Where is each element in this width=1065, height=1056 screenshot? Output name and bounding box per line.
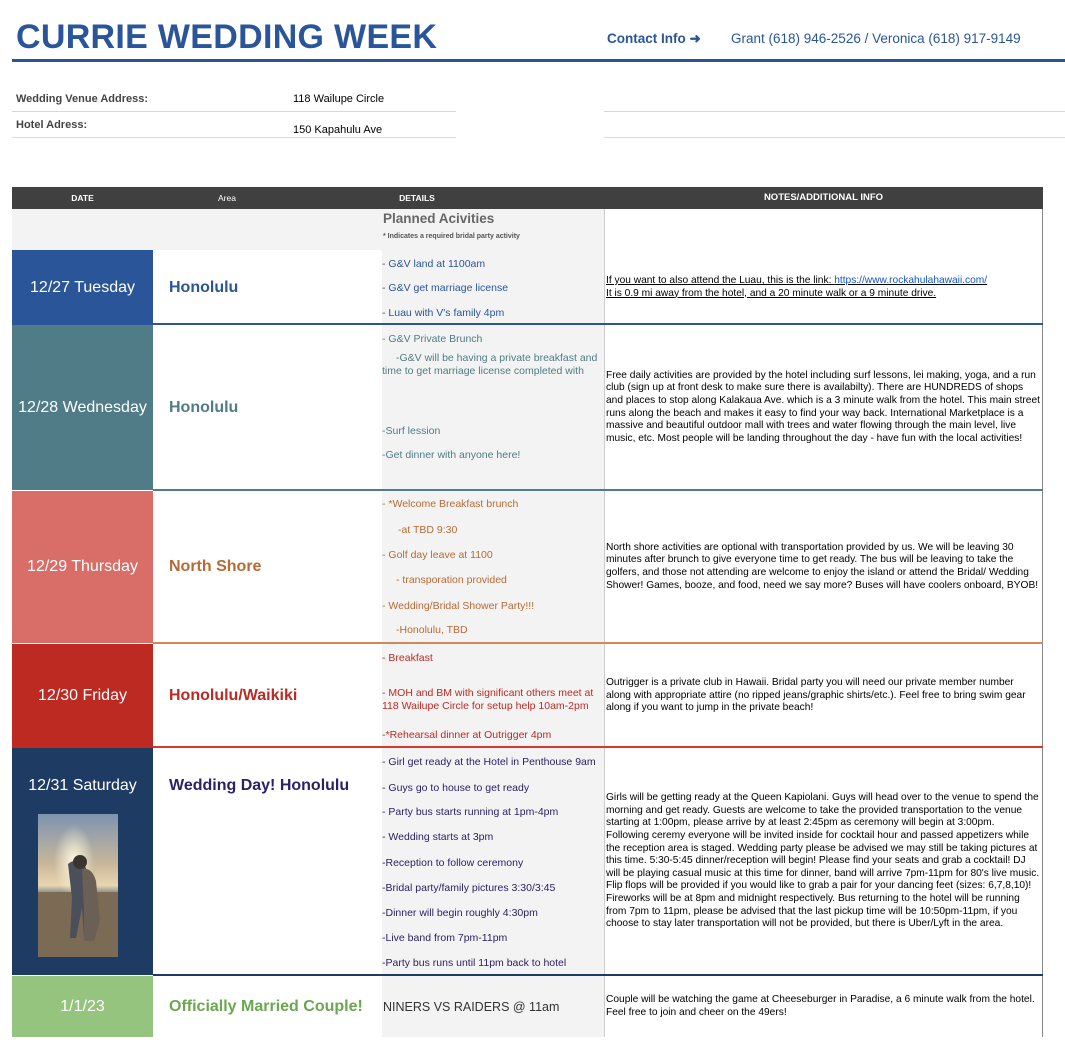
detail-item: -at TBD 9:30 <box>398 524 458 536</box>
detail-item: - Luau with V's family 4pm <box>382 307 505 319</box>
detail-item: -Dinner will begin roughly 4:30pm <box>382 907 538 919</box>
table-header <box>12 187 1043 209</box>
notes-cell: Couple will be watching the game at Cheeseburger in Paradise, a 6 minute walk from the hotel. Feel free to join and cheer on the 49ers! <box>606 993 1035 1018</box>
detail-item: - Girl get ready at the Hotel in Penthouse 9am <box>382 756 596 768</box>
area-cell: Officially Married Couple! <box>169 997 363 1015</box>
detail-item: - G&V Private Brunch <box>382 333 483 345</box>
detail-item: -Bridal party/family pictures 3:30/3:45 <box>382 882 556 894</box>
area-cell: Wedding Day! Honolulu <box>169 777 350 794</box>
hotel-address-label: Hotel Adress: <box>16 119 88 131</box>
detail-item: - *Welcome Breakfast brunch <box>382 498 519 510</box>
detail-item: - G&V land at 1100am <box>382 258 486 270</box>
area-cell: Honolulu <box>169 398 239 416</box>
column-header-notes: NOTES/ADDITIONAL INFO <box>763 192 884 203</box>
luau-link[interactable]: https://www.rockahulahawaii.com/ <box>834 274 988 286</box>
detail-item: - MOH and BM with significant others meet at 118 Wailupe Circle for setup help 10am-2pm <box>382 687 594 712</box>
date-cell: 12/29 Thursday <box>12 491 153 643</box>
address-divider <box>12 111 456 112</box>
column-header-date: DATE <box>71 193 94 203</box>
notes-cell: North shore activities are optional with transportation provided by us. We will be leaving 30 minutes after brunch to give everyone time to get ready. The bus will be leaving to take the golfers, and those not attending are welcome to enjoy the island or attend the Bridal/ Wedding Shower! Games, booze, and food, need we say more? Buses will have coolers onboard, BYOB! <box>606 541 1039 591</box>
detail-item: - Guys go to house to get ready <box>382 782 530 794</box>
page-title: CURRIE WEDDING WEEK <box>16 18 438 56</box>
detail-item: NINERS VS RAIDERS @ 11am <box>383 999 560 1014</box>
detail-item: - G&V get marriage license <box>382 282 509 294</box>
details-cell <box>382 325 604 490</box>
venue-address-value: 118 Wailupe Circle <box>293 93 385 105</box>
detail-item: -*Rehearsal dinner at Outrigger 4pm <box>382 729 552 741</box>
couple-photo <box>38 814 118 957</box>
detail-item: - Breakfast <box>382 652 433 664</box>
detail-item: - Golf day leave at 1100 <box>382 549 493 561</box>
date-cell <box>12 748 153 975</box>
date-cell: 12/30 Friday <box>12 644 153 748</box>
details-cell <box>382 644 604 748</box>
notes-text: It is 0.9 mi away from the hotel, and a 20 minute walk or a 9 minute drive. <box>606 287 937 299</box>
hotel-address-value: 150 Kapahulu Ave <box>293 124 383 136</box>
details-cell <box>382 748 604 975</box>
details-cell <box>382 976 604 1037</box>
detail-item: -Party bus runs until 11pm back to hotel <box>382 957 567 969</box>
detail-item: - Wedding/Bridal Shower Party!!! <box>382 600 535 612</box>
date-cell: 12/27 Tuesday <box>12 250 153 325</box>
area-cell: Honolulu/Waikiki <box>169 687 298 704</box>
planned-activities-row <box>12 209 604 250</box>
contact-phones: Grant (618) 946-2526 / Veronica (618) 917-9149 <box>731 31 1021 46</box>
column-header-details: DETAILS <box>399 193 435 203</box>
contact-label: Contact Info ➜ <box>607 31 701 46</box>
planned-title: Planned Acivities <box>383 211 495 226</box>
notes-cell: Free daily activities are provided by the hotel including surf lessons, lei making, yoga, and a run club (sign up at front desk to make sure there is availabilty). There are HUNDREDS of shops and places to stop along Kalakaua Ave. which is a 3 minute walk from the hotel. This main street runs along the beach and makes it easy to find your way back. International Marketplace is a massive and beautiful outdoor mall with trees and water flowing through the main level, live music, etc. Most people will be landing throughout the day - have fun with the local activities! <box>606 369 1040 444</box>
detail-item: -Surf lession <box>382 425 441 437</box>
notes-cell <box>606 250 1040 325</box>
detail-item: - Party bus starts running at 1pm-4pm <box>382 806 559 818</box>
detail-item: -Live band from 7pm-11pm <box>382 932 508 944</box>
date-label: 12/31 Saturday <box>28 777 137 794</box>
address-divider <box>604 137 1065 138</box>
notes-cell: Outrigger is a private club in Hawaii. Bridal party you will need our private member number along with appropriate attire (no ripped jeans/graphic shirts/etc.). Feel free to bring swim gear along if you want to jump in the private beach! <box>606 677 1026 714</box>
detail-item: -Get dinner with anyone here! <box>382 449 521 461</box>
area-cell: Honolulu <box>169 278 239 296</box>
detail-item: - transporation provided <box>396 574 507 586</box>
notes-cell: Girls will be getting ready at the Queen Kapiolani. Guys will head over to the venue to spend the morning and get ready. Guests are welcome to take the provided transportation to the venue starting at 1:00pm, please arrive by at least 2:45pm as ceremony will begin at 3:00pm. Following ceremy everyone will be invited inside for cocktail hour and passed appetizers while the reception area is staged. Wedding party please be advised we may still be taking pictures at this time. 5:30-5:45 dinner/reception will begin! Please find your seats and grab a cocktail! DJ will be playing casual music at this time for dinner, band will arrive 7pm-11pm for 80's live music. Flip flops will be provided if you would like to grab a pair for your dancing feet (sizes: 6,7,8,10)! Fireworks will be at 8pm and midnight respectively. Bus returning to the hotel will be running from 7pm to 11pm, please be advised that the last pickup time will be 10:50pm-11pm, if you choose to stay later transportation will not be provided, but there is Uber/Lyft in the area. <box>606 792 1040 930</box>
address-divider <box>12 137 456 138</box>
area-cell: North Shore <box>169 558 262 575</box>
details-cell <box>382 250 604 325</box>
date-cell: 12/28 Wednesday <box>12 325 153 490</box>
detail-item: -G&V will be having a private breakfast and time to get marriage license completed with <box>382 352 598 376</box>
venue-address-label: Wedding Venue Address: <box>16 93 149 105</box>
date-cell: 1/1/23 <box>12 976 153 1037</box>
address-divider <box>604 111 1065 112</box>
title-divider <box>12 59 1065 62</box>
details-cell <box>382 491 604 643</box>
planned-note: * Indicates a required bridal party activity <box>383 233 520 240</box>
detail-item: - Wedding starts at 3pm <box>382 831 494 843</box>
notes-text: If you want to also attend the Luau, this is the link: <box>606 274 835 286</box>
column-header-area: Area <box>218 193 236 203</box>
detail-item: -Honolulu, TBD <box>396 624 468 636</box>
detail-item: -Reception to follow ceremony <box>382 857 524 869</box>
